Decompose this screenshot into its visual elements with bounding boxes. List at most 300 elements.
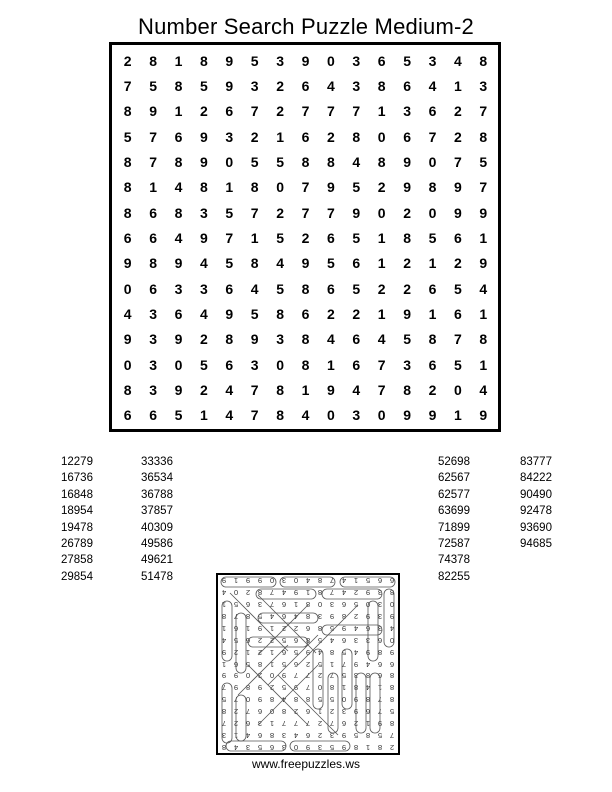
answer-key-cell: 5 <box>281 683 287 693</box>
answer-key-cell: 6 <box>305 730 311 740</box>
grid-cell: 2 <box>453 103 462 120</box>
answer-key-cell: 4 <box>269 612 275 622</box>
answer-key-cell: 2 <box>233 706 239 716</box>
answer-key-cell: 6 <box>377 635 383 645</box>
answer-key-cell: 5 <box>341 671 347 681</box>
grid-cell: 5 <box>276 153 284 170</box>
grid-cell: 2 <box>326 305 335 322</box>
word-list-column-4 <box>520 454 552 552</box>
answer-key-cell: 5 <box>257 742 263 752</box>
grid-cell: 8 <box>377 153 386 170</box>
grid-cell: 8 <box>123 153 132 170</box>
grid-cell: 8 <box>123 381 132 398</box>
answer-key-cell: 9 <box>341 730 347 740</box>
answer-key-cell: 2 <box>353 612 359 622</box>
answer-key-cell: 3 <box>317 612 323 622</box>
answer-key-cell: 8 <box>353 742 359 752</box>
answer-key-cell: 2 <box>257 647 263 657</box>
grid-cell: 5 <box>276 229 284 246</box>
answer-key-cell: 8 <box>389 588 395 598</box>
answer-key-cell: 8 <box>377 742 383 752</box>
answer-key-cell: 5 <box>293 647 299 657</box>
answer-key-cell: 8 <box>353 683 359 693</box>
word-list-item: 37857 <box>141 505 173 518</box>
answer-key-cell: 5 <box>365 576 371 586</box>
grid-cell: 5 <box>123 128 132 145</box>
answer-key-cell: 8 <box>305 612 311 622</box>
answer-key-cell: 1 <box>317 706 323 716</box>
answer-key-cell: 7 <box>329 576 335 586</box>
answer-key-cell: 2 <box>257 671 263 681</box>
answer-key-cell: 5 <box>389 706 395 716</box>
word-list-item: 90490 <box>520 488 552 501</box>
grid-cell: 5 <box>174 407 183 424</box>
answer-key-cell: 1 <box>221 623 227 633</box>
grid-cell: 5 <box>428 229 437 246</box>
grid-cell: 1 <box>174 103 183 120</box>
answer-key-cell: 9 <box>221 671 227 681</box>
grid-cell: 6 <box>301 77 310 94</box>
answer-key-cell: 2 <box>269 683 275 693</box>
answer-key-cell: 4 <box>353 647 359 657</box>
grid-cell: 9 <box>199 153 208 170</box>
grid-cell: 2 <box>199 103 208 120</box>
answer-key-cell: 3 <box>221 730 227 740</box>
word-list-item: 12279 <box>61 456 93 468</box>
grid-cell: 3 <box>428 52 437 69</box>
word-list-item: 36788 <box>141 488 173 501</box>
grid-cell: 0 <box>174 356 183 373</box>
answer-key-cell: 1 <box>269 718 275 728</box>
answer-key-cell: 6 <box>257 706 263 716</box>
grid-cell: 2 <box>276 204 284 221</box>
word-list-item: 19478 <box>61 521 93 534</box>
answer-key-cell: 1 <box>269 659 275 669</box>
answer-key-cell: 3 <box>377 588 383 598</box>
grid-cell: 7 <box>479 179 488 196</box>
answer-key-cell: 1 <box>293 600 299 610</box>
grid-cell: 7 <box>301 179 310 196</box>
grid-cell: 7 <box>377 381 386 398</box>
grid-cell: 7 <box>123 77 132 94</box>
answer-key-cell: 4 <box>341 576 347 586</box>
grid-cell: 6 <box>428 103 437 120</box>
grid-cell: 3 <box>352 407 361 424</box>
answer-key-cell: 6 <box>341 600 347 610</box>
word-list-item: 27858 <box>61 554 93 567</box>
answer-key-cell: 9 <box>221 576 227 586</box>
word-list-item: 49586 <box>141 537 173 550</box>
answer-key-cell: 1 <box>269 623 275 633</box>
answer-key-cell: 7 <box>305 683 311 693</box>
grid-cell: 7 <box>326 103 335 120</box>
grid-cell: 3 <box>199 204 208 221</box>
answer-key-cell: 4 <box>341 588 347 598</box>
answer-key-cell: 8 <box>257 588 263 598</box>
grid-cell: 4 <box>225 381 234 398</box>
grid-cell: 0 <box>377 204 386 221</box>
grid-cell: 5 <box>352 229 361 246</box>
grid-cell: 1 <box>377 255 386 272</box>
answer-key-cell: 4 <box>281 588 287 598</box>
answer-key-cell: 9 <box>353 695 359 705</box>
answer-key-cell: 7 <box>221 718 227 728</box>
puzzle-grid <box>109 42 501 432</box>
answer-key-cell: 7 <box>281 718 287 728</box>
grid-cell: 2 <box>453 128 462 145</box>
answer-key-cell: 6 <box>245 635 251 645</box>
grid-cell: 5 <box>352 280 361 297</box>
answer-key-cell: 8 <box>389 718 395 728</box>
answer-key-cell: 3 <box>281 742 287 752</box>
grid-cell: 0 <box>326 407 335 424</box>
answer-key-cell: 2 <box>233 647 239 657</box>
answer-key-cell: 7 <box>269 600 275 610</box>
grid-cell: 1 <box>479 356 488 373</box>
grid-cell: 6 <box>174 128 183 145</box>
answer-key-cell: 9 <box>377 718 383 728</box>
answer-key-cell: 5 <box>221 695 227 705</box>
answer-key-cell: 8 <box>281 706 287 716</box>
answer-key-cell: 7 <box>389 730 395 740</box>
grid-cell: 9 <box>225 52 234 69</box>
grid-cell: 6 <box>149 204 157 221</box>
answer-key-cell: 6 <box>281 612 287 622</box>
grid-cell: 5 <box>479 153 488 170</box>
answer-key-cell: 6 <box>389 659 395 669</box>
answer-key-cell: 6 <box>293 659 299 669</box>
answer-key-cell: 6 <box>341 635 347 645</box>
grid-cell: 2 <box>403 280 411 297</box>
answer-key-cell: 8 <box>221 742 227 752</box>
word-list-item: 16848 <box>61 488 93 501</box>
puzzle-title: Number Search Puzzle Medium-2 <box>138 14 474 39</box>
grid-cell: 1 <box>225 179 234 196</box>
grid-cell: 8 <box>377 77 386 94</box>
grid-cell: 2 <box>352 305 361 322</box>
grid-cell: 6 <box>301 305 310 322</box>
grid-cell: 3 <box>149 381 157 398</box>
answer-key-cell: 9 <box>233 671 239 681</box>
answer-key-cell: 5 <box>281 659 287 669</box>
grid-cell: 1 <box>250 229 259 246</box>
grid-cell: 7 <box>250 103 259 120</box>
grid-cell: 4 <box>199 305 208 322</box>
grid-cell: 5 <box>403 52 411 69</box>
answer-key-cell: 6 <box>377 659 383 669</box>
grid-cell: 3 <box>149 331 157 348</box>
grid-cell: 5 <box>149 77 157 94</box>
answer-key-cell: 8 <box>365 671 371 681</box>
answer-key-cell: 1 <box>245 647 251 657</box>
answer-key-cell: 5 <box>329 623 335 633</box>
answer-key-cell: 9 <box>389 647 395 657</box>
word-list-item: 74378 <box>438 554 470 567</box>
grid-cell: 1 <box>479 305 488 322</box>
grid-cell: 8 <box>301 331 310 348</box>
word-list-item: 33336 <box>141 456 173 468</box>
answer-key-cell: 4 <box>245 730 251 740</box>
answer-key-cell: 8 <box>221 706 227 716</box>
answer-key-cell: 3 <box>281 730 287 740</box>
grid-cell: 6 <box>352 331 361 348</box>
grid-cell: 8 <box>479 52 488 69</box>
answer-key-cell: 2 <box>245 588 251 598</box>
answer-key-cell: 1 <box>221 659 227 669</box>
grid-cell: 6 <box>326 280 335 297</box>
answer-key-cell: 1 <box>353 576 359 586</box>
grid-cell: 9 <box>174 255 183 272</box>
answer-key-cell: 8 <box>269 730 275 740</box>
answer-key-cell: 5 <box>245 659 251 669</box>
grid-cell: 1 <box>377 305 386 322</box>
word-list-item: 84222 <box>520 472 552 485</box>
grid-cell: 8 <box>301 153 310 170</box>
grid-cell: 6 <box>453 305 462 322</box>
grid-cell: 7 <box>377 356 386 373</box>
grid-cell: 5 <box>250 52 259 69</box>
grid-cell: 9 <box>453 204 462 221</box>
answer-key-cell: 7 <box>245 706 251 716</box>
answer-key-cell: 0 <box>269 671 275 681</box>
answer-key-cell: 1 <box>341 683 347 693</box>
answer-key-cell: 1 <box>245 623 251 633</box>
grid-cell: 8 <box>199 52 208 69</box>
answer-key-cell: 2 <box>353 718 359 728</box>
answer-key-cell: 5 <box>317 635 323 645</box>
grid-cell: 3 <box>149 305 157 322</box>
grid-cell: 9 <box>199 128 208 145</box>
grid-cell: 8 <box>276 305 284 322</box>
word-list-item: 62567 <box>438 472 470 485</box>
grid-cell: 4 <box>276 255 284 272</box>
answer-key-cell: 2 <box>281 623 287 633</box>
answer-key-cell: 1 <box>233 576 239 586</box>
grid-cell: 6 <box>225 356 234 373</box>
answer-key-cell: 5 <box>353 730 359 740</box>
grid-cell: 8 <box>479 128 488 145</box>
answer-key-cell: 6 <box>365 623 371 633</box>
grid-cell: 8 <box>276 381 284 398</box>
grid-cell: 8 <box>149 255 157 272</box>
grid-cell: 9 <box>123 255 132 272</box>
answer-key-cell: 6 <box>305 623 311 633</box>
grid-cell: 6 <box>225 103 234 120</box>
grid-cell: 4 <box>352 381 361 398</box>
grid-cell: 9 <box>403 305 411 322</box>
answer-key-cell: 2 <box>317 730 323 740</box>
answer-key-cell: 9 <box>305 742 311 752</box>
answer-key-cell: 9 <box>389 612 395 622</box>
grid-cell: 1 <box>479 229 488 246</box>
answer-key-cell: 9 <box>257 623 263 633</box>
answer-key-cell: 3 <box>257 600 263 610</box>
answer-key-cell: 8 <box>305 635 311 645</box>
answer-key-cell: 6 <box>305 706 311 716</box>
answer-key-cell: 6 <box>293 635 299 645</box>
grid-cell: 5 <box>250 153 259 170</box>
grid-cell: 6 <box>225 280 234 297</box>
answer-key-cell: 3 <box>377 623 383 633</box>
grid-cell: 8 <box>123 103 132 120</box>
answer-key-cell: 3 <box>281 576 287 586</box>
grid-cell: 3 <box>479 77 488 94</box>
answer-key-cell: 6 <box>365 706 371 716</box>
grid-cell: 0 <box>377 128 386 145</box>
grid-cell: 7 <box>301 103 310 120</box>
grid-cell: 5 <box>199 356 208 373</box>
grid-cell: 7 <box>479 103 488 120</box>
answer-key-cell: 9 <box>257 576 263 586</box>
grid-cell: 4 <box>479 280 488 297</box>
grid-cell: 8 <box>225 331 234 348</box>
grid-cell: 1 <box>453 77 462 94</box>
grid-cell: 7 <box>250 407 259 424</box>
grid-cell: 8 <box>174 77 183 94</box>
answer-key-cell: 2 <box>317 718 323 728</box>
answer-key-cell: 3 <box>341 706 347 716</box>
grid-cell: 9 <box>479 255 488 272</box>
answer-key-cell: 8 <box>257 659 263 669</box>
grid-cell: 5 <box>225 255 234 272</box>
word-list-item: 71899 <box>438 521 470 534</box>
answer-key-cell: 8 <box>245 612 251 622</box>
grid-cell: 2 <box>199 381 208 398</box>
answer-key-cell: 9 <box>329 612 335 622</box>
answer-key-cell: 9 <box>341 742 347 752</box>
grid-cell: 8 <box>149 52 157 69</box>
answer-key-cell: 4 <box>293 730 299 740</box>
answer-key-cell: 3 <box>329 600 335 610</box>
answer-key-cell: 8 <box>305 695 311 705</box>
grid-cell: 7 <box>453 153 462 170</box>
grid-cell: 6 <box>123 229 132 246</box>
answer-key-cell: 8 <box>317 576 323 586</box>
grid-cell: 1 <box>301 381 310 398</box>
grid-cell: 2 <box>301 229 310 246</box>
answer-key-cell: 9 <box>365 588 371 598</box>
grid-cell: 5 <box>326 255 335 272</box>
answer-key-cell: 7 <box>221 683 227 693</box>
grid-cell: 6 <box>352 255 361 272</box>
word-list-item: 63699 <box>438 505 470 518</box>
word-list-item: 26789 <box>61 537 93 550</box>
grid-cell: 1 <box>453 407 462 424</box>
answer-key-cell: 5 <box>353 600 359 610</box>
grid-cell: 9 <box>479 407 488 424</box>
answer-key-cell: 7 <box>233 612 239 622</box>
answer-key-cell: 1 <box>365 742 371 752</box>
answer-key-cell: 7 <box>341 659 347 669</box>
grid-cell: 2 <box>199 331 208 348</box>
grid-cell: 4 <box>453 52 462 69</box>
word-list-item: 29854 <box>61 570 93 583</box>
answer-key-cell: 5 <box>329 742 335 752</box>
grid-cell: 0 <box>123 280 132 297</box>
grid-cell: 1 <box>174 52 183 69</box>
answer-key-cell: 2 <box>269 635 275 645</box>
grid-cell: 0 <box>276 179 284 196</box>
grid-cell: 8 <box>403 381 411 398</box>
grid-cell: 0 <box>377 407 386 424</box>
footer-url: www.freepuzzles.ws <box>251 757 361 771</box>
grid-cell: 5 <box>250 305 259 322</box>
word-list-item: 82255 <box>438 570 470 583</box>
grid-cell: 6 <box>149 407 157 424</box>
grid-cell: 0 <box>123 356 132 373</box>
answer-key-cell: 0 <box>293 576 299 586</box>
word-list-item: 16736 <box>61 472 93 485</box>
answer-key-cell: 1 <box>221 600 227 610</box>
grid-cell: 9 <box>428 407 437 424</box>
grid-cell: 9 <box>149 103 157 120</box>
grid-cell: 9 <box>199 229 208 246</box>
grid-cell: 9 <box>352 204 361 221</box>
answer-key-cell: 7 <box>377 695 383 705</box>
grid-cell: 1 <box>276 128 284 145</box>
grid-cell: 7 <box>149 153 157 170</box>
grid-cell: 9 <box>250 331 259 348</box>
answer-key-cell: 5 <box>257 612 263 622</box>
grid-cell: 0 <box>225 153 234 170</box>
answer-key-cell: 5 <box>233 635 239 645</box>
answer-key-cell: 4 <box>329 635 335 645</box>
answer-key-cell: 7 <box>233 695 239 705</box>
answer-key-cell: 2 <box>233 718 239 728</box>
answer-key-cell: 8 <box>245 683 251 693</box>
answer-key-cell: 8 <box>365 730 371 740</box>
answer-key-cell: 6 <box>245 600 251 610</box>
grid-cell: 5 <box>276 280 284 297</box>
answer-key-cell: 9 <box>353 659 359 669</box>
grid-cell: 8 <box>403 229 411 246</box>
grid-cell: 6 <box>352 356 361 373</box>
answer-key-cell: 0 <box>389 635 395 645</box>
answer-key-cell: 8 <box>389 671 395 681</box>
answer-key-cell: 7 <box>377 706 383 716</box>
grid-cell: 4 <box>174 229 183 246</box>
grid-cell: 4 <box>479 381 488 398</box>
answer-key-cell: 1 <box>233 730 239 740</box>
grid-cell: 8 <box>301 280 310 297</box>
grid-cell: 6 <box>403 77 411 94</box>
grid-cell: 8 <box>174 204 183 221</box>
answer-key-cell: 9 <box>245 576 251 586</box>
word-list-column-2 <box>141 454 173 585</box>
answer-key-cell: 4 <box>221 588 227 598</box>
grid-cell: 9 <box>225 77 234 94</box>
answer-key-cell: 6 <box>257 730 263 740</box>
answer-key-cell: 6 <box>341 718 347 728</box>
answer-key-cell: 8 <box>293 695 299 705</box>
answer-key-highlights <box>218 575 398 753</box>
answer-key-cell: 9 <box>257 683 263 693</box>
answer-key-cell: 4 <box>365 683 371 693</box>
answer-key-cell: 7 <box>329 671 335 681</box>
grid-cell: 1 <box>428 255 437 272</box>
grid-cell: 4 <box>199 255 208 272</box>
grid-cell: 0 <box>276 356 284 373</box>
answer-key-cell: 2 <box>257 635 263 645</box>
answer-key-cell: 0 <box>317 600 323 610</box>
grid-cell: 3 <box>276 331 284 348</box>
word-list-item: 92478 <box>520 505 552 518</box>
answer-key-cell: 8 <box>341 612 347 622</box>
grid-cell: 6 <box>174 305 183 322</box>
answer-key-cell: 7 <box>305 718 311 728</box>
grid-cell: 2 <box>453 255 462 272</box>
grid-cell: 8 <box>276 407 284 424</box>
